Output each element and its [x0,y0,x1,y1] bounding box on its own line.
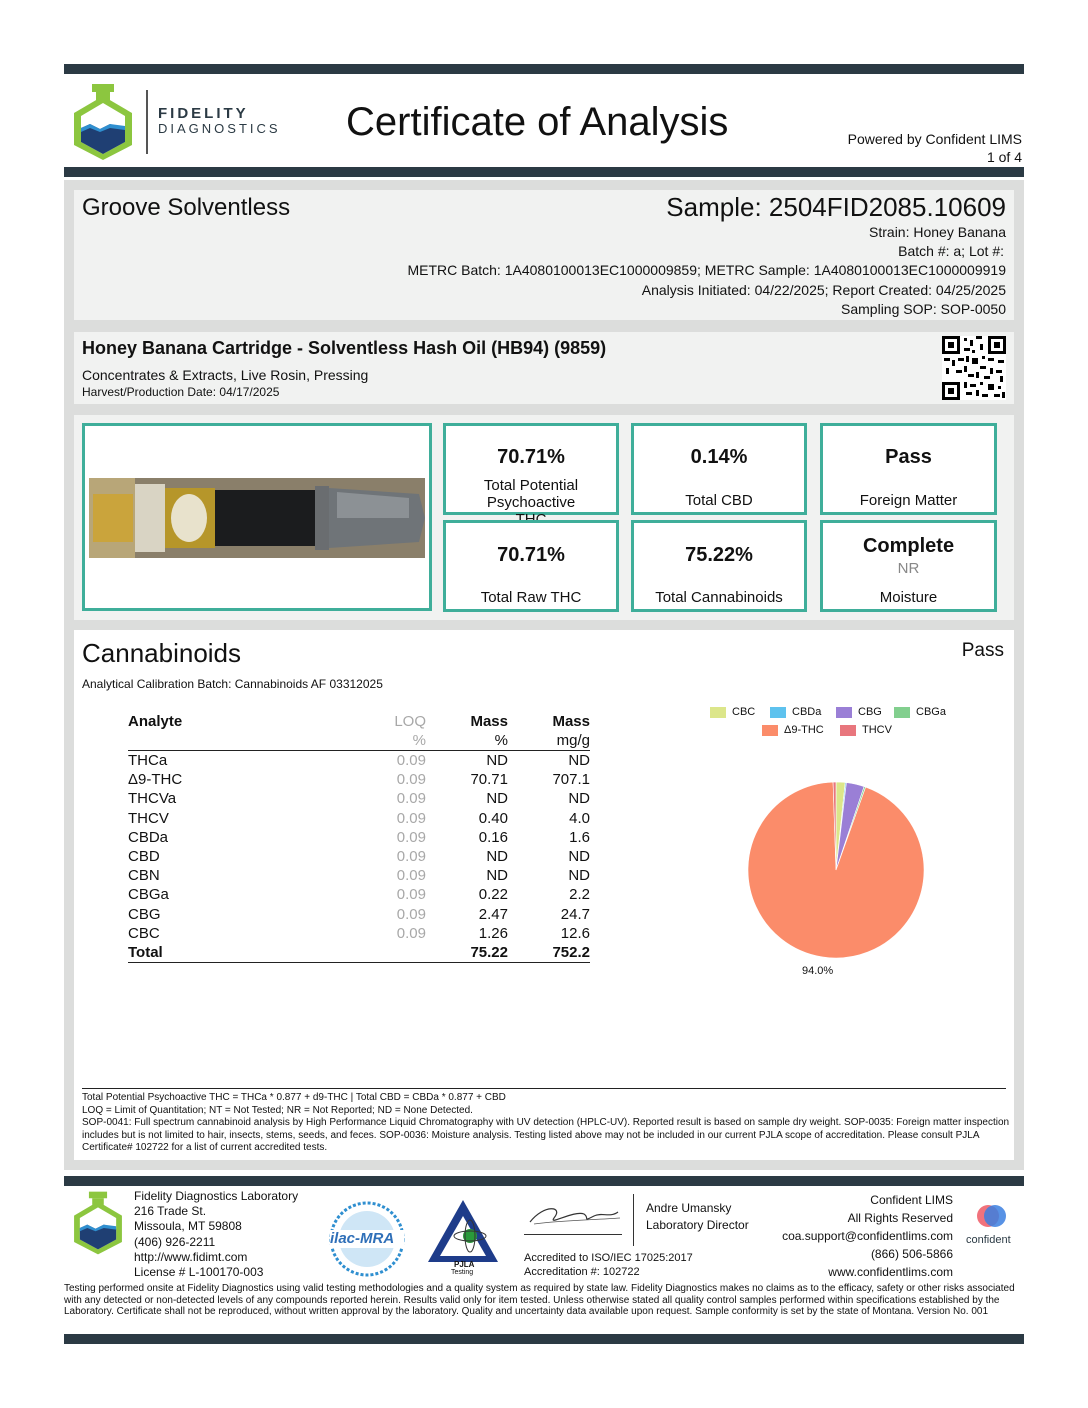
table-row [128,847,590,866]
total-mgg: 752.2 [508,943,590,963]
header-bottom-bar [64,167,1024,177]
accreditation-number: Accreditation #: 102722 [524,1266,640,1278]
summary-moisture [820,520,997,612]
pjla-sub: Testing [451,1269,474,1276]
table-row [128,751,590,771]
legend-label: THCV [862,724,892,736]
mass-mgg: ND [568,867,590,885]
summary-value: 70.71% [497,446,565,468]
table-header-row [128,712,590,731]
signature-separator [633,1194,634,1246]
col-loq: LOQ [394,713,426,731]
analyte-name: CBN [128,867,160,885]
pjla-icon [426,1198,500,1264]
pie-chart [700,700,1000,990]
product-category: Concentrates & Extracts, Live Rosin, Pressing [82,367,369,383]
summary-foreign-matter [820,423,997,515]
total-pct: 75.22 [426,943,508,963]
signature [524,1200,624,1230]
mass-mgg: 707.1 [552,771,590,789]
unit-loq: % [328,731,426,751]
lims-info [782,1191,953,1281]
sample-panel [74,190,1014,320]
mass-pct: 70.71 [470,771,508,789]
mass-pct: 0.22 [478,886,508,904]
cannabinoids-table [128,712,590,963]
legend-label: CBGa [916,706,946,718]
metrc-info: METRC Batch: 1A4080100013EC1000009859; METRC Sample: 1A4080100013EC1000009919 [407,262,1006,278]
mass-mgg: 4.0 [569,809,590,827]
legend-item [762,724,824,736]
analysis-dates: Analysis Initiated: 04/22/2025; Report Created: 04/25/2025 [641,282,1006,298]
table-row [128,809,590,828]
lims-name: Confident LIMS [870,1193,953,1207]
table-row [128,885,590,904]
summary-subvalue: NR [897,560,920,577]
bottom-bar [64,1334,1024,1344]
analyte-name: THCV [128,809,169,827]
legend-item [770,706,821,718]
analyte-name: Δ9-THC [128,771,183,789]
powered-by: Powered by Confident LIMS [847,131,1022,147]
table-total-row [128,943,590,963]
qr-code [942,336,1006,400]
note-abbreviations: LOQ = Limit of Quantitation; NT = Not Tested; NR = Not Reported; ND = None Detected. [82,1104,473,1116]
legend-swatch [894,707,910,718]
col-mass-mgg: Mass [552,713,590,731]
client-name: Groove Solventless [82,194,291,221]
disclaimer: Testing performed onsite at Fidelity Diagnostics using valid testing methodologies and a quality system as required by state law. Fidelity Diagnostics makes no claims as to the efficacy, safety or other risks associated with any detected or non-detected levels of any compounds reported herein. Results valid only for item tested. Unless otherwise stated all quality control samples performed within specifications established by the Laboratory. Certificate shall not be reproduced, without written approval by the laboratory. Quality and uncertainty data available upon request. Sample conformity is set by the state of Montana. Version No. 001 [64,1283,1015,1318]
legend-item [836,706,882,718]
table-row [128,770,590,789]
pie-data-label: 94.0% [802,965,834,977]
legend-label: CBDa [792,706,822,718]
mass-pct: 0.16 [478,828,508,846]
loq-value: 0.09 [396,771,426,789]
summary-value: 70.71% [497,544,565,566]
lab-address [134,1189,298,1280]
total-label: Total [128,943,328,963]
mass-pct: ND [486,867,508,885]
loq-value: 0.09 [396,752,426,770]
table-row [128,905,590,924]
col-analyte: Analyte [128,713,183,731]
mass-pct: ND [486,790,508,808]
table-row [128,924,590,943]
analyte-name: CBD [128,848,160,866]
cartridge-image [89,478,425,558]
accreditation-iso: Accredited to ISO/IEC 17025:2017 [524,1252,693,1264]
analyte-name: CBDa [128,828,169,846]
flask-icon [70,1190,126,1256]
signature-line [524,1234,622,1235]
legend-swatch [836,707,852,718]
unit-mass-pct: % [426,731,508,751]
summary-value: 75.22% [685,544,753,566]
summary-total-cannabinoids [631,520,807,612]
loq-value: 0.09 [396,886,426,904]
mass-pct: 1.26 [478,924,508,942]
table-row [128,866,590,885]
summary-label: Moisture [879,589,938,606]
summary-label: Total Raw THC [480,589,582,606]
table-units-row [128,731,590,751]
unit-mass-mgg: mg/g [508,731,590,751]
fidelity-logo [70,82,136,162]
sampling-sop: Sampling SOP: SOP-0050 [841,301,1006,317]
legend-item [710,706,755,718]
summary-total-cbd [631,423,807,515]
legend-swatch [710,707,726,718]
strain: Strain: Honey Banana [869,224,1006,240]
lab-city: Missoula, MT 59808 [134,1219,242,1234]
loq-value: 0.09 [396,790,426,808]
lims-rights: All Rights Reserved [847,1211,953,1225]
table-row [128,828,590,847]
product-name: Honey Banana Cartridge - Solventless Hash Oil (HB94) (9859) [82,338,607,358]
confident-icon [964,1202,1020,1234]
mass-mgg: 1.6 [569,828,590,846]
mass-pct: 0.40 [478,809,508,827]
loq-value: 0.09 [396,809,426,827]
pie-svg [700,774,1000,974]
cannabinoids-title: Cannabinoids [82,638,242,668]
flask-icon [70,82,136,162]
lims-phone: (866) 506-5866 [870,1247,953,1261]
signer-title: Laboratory Director [646,1218,749,1232]
legend-swatch [840,725,856,736]
footer-logo [70,1190,126,1256]
analyte-name: CBGa [128,886,169,904]
legend-label: Δ9-THC [784,724,824,736]
legend-item [840,724,892,736]
summary-value: Pass [885,446,932,468]
mass-mgg: 2.2 [569,886,590,904]
mass-mgg: ND [568,790,590,808]
cannabinoids-status: Pass [961,640,1004,661]
analyte-name: THCVa [128,790,177,808]
page-title: Certificate of Analysis [346,100,729,144]
summary-label: Total CBD [685,492,753,509]
loq-value: 0.09 [396,848,426,866]
loq-value: 0.09 [396,924,426,942]
legend-swatch [762,725,778,736]
mass-mgg: ND [568,752,590,770]
page-number: 1 of 4 [986,149,1022,165]
mass-mgg: ND [568,848,590,866]
note-methods: SOP-0041: Full spectrum cannabinoid analysis by High Performance Liquid Chromatography with UV detection (HPLC-UV). Reported result is based on sample dry weight. SOP-0035: Foreign matter inspection includes but is not limited to hair, insects, stems, seeds, and feces. SOP-0036: Moisture analysis. Testing listed above may not be included in our current PJLA scope of accreditation. Please consult PJLA Certificate# 102722 for a list of current accredited tests. [82,1117,1010,1153]
summary-total-thc [443,423,619,515]
summary-total-raw-thc [443,520,619,612]
lab-name: Fidelity Diagnostics Laboratory [134,1189,299,1203]
summary-value: Complete [862,535,955,557]
summary-label: Total Cannabinoids [655,589,783,606]
sample-id: Sample: 2504FID2085.10609 [666,192,1006,222]
ilac-text: ilac-MRA [330,1230,395,1247]
pjla-text: PJLA [454,1260,475,1269]
mass-mgg: 12.6 [560,924,590,942]
summary-value: 0.14% [690,446,748,468]
lab-phone: (406) 926-2211 [134,1234,216,1249]
notes [82,1092,1012,1155]
batch-lot: Batch #: a; Lot #: [898,243,1004,259]
loq-value: 0.09 [396,905,426,923]
table-row [128,789,590,808]
lab-website: http://www.fidimt.com [134,1249,248,1264]
col-mass-pct: Mass [470,713,508,731]
footer-top-bar [64,1176,1024,1186]
analyte-name: CBG [128,905,161,923]
mass-pct: ND [486,752,508,770]
loq-value: 0.09 [396,867,426,885]
analyte-name: CBC [128,924,160,942]
lims-email[interactable]: coa.support@confidentlims.com [782,1229,953,1243]
legend-label: CBG [858,706,882,718]
notes-divider [82,1088,1006,1089]
confident-text: confident [966,1234,1011,1246]
logo-divider [146,90,148,154]
logo-text-diagnostics: DIAGNOSTICS [158,121,281,136]
summary-label: Total Potential Psychoactive [483,477,579,511]
lab-street: 216 Trade St. [134,1204,207,1219]
calibration-batch: Analytical Calibration Batch: Cannabinoids AF 03312025 [82,677,383,691]
harvest-date: Harvest/Production Date: 04/17/2025 [82,385,280,399]
qr-code-icon [942,336,1006,400]
signer-name: Andre Umansky [646,1201,732,1215]
note-formula: Total Potential Psychoactive THC = THCa * 0.877 + d9-THC | Total CBD = CBDa * 0.877 + CBD [82,1092,506,1103]
ilac-mra-logo [328,1200,406,1278]
product-panel [74,332,1014,404]
mass-pct: 2.47 [478,905,508,923]
mass-pct: ND [486,848,508,866]
mass-mgg: 24.7 [560,905,590,923]
pjla-logo [426,1198,500,1278]
loq-value: 0.09 [396,828,426,846]
logo-text-fidelity: FIDELITY [158,105,249,122]
lims-website[interactable]: www.confidentlims.com [828,1265,953,1279]
summary-label: Foreign Matter [859,492,958,509]
legend-label: CBC [732,706,756,718]
lab-license: License # L-100170-003 [134,1265,264,1280]
product-image-box [82,423,432,611]
top-bar [64,64,1024,74]
legend-item [894,706,946,718]
legend-swatch [770,707,786,718]
analyte-name: THCa [128,752,168,770]
confident-logo [964,1202,1020,1252]
